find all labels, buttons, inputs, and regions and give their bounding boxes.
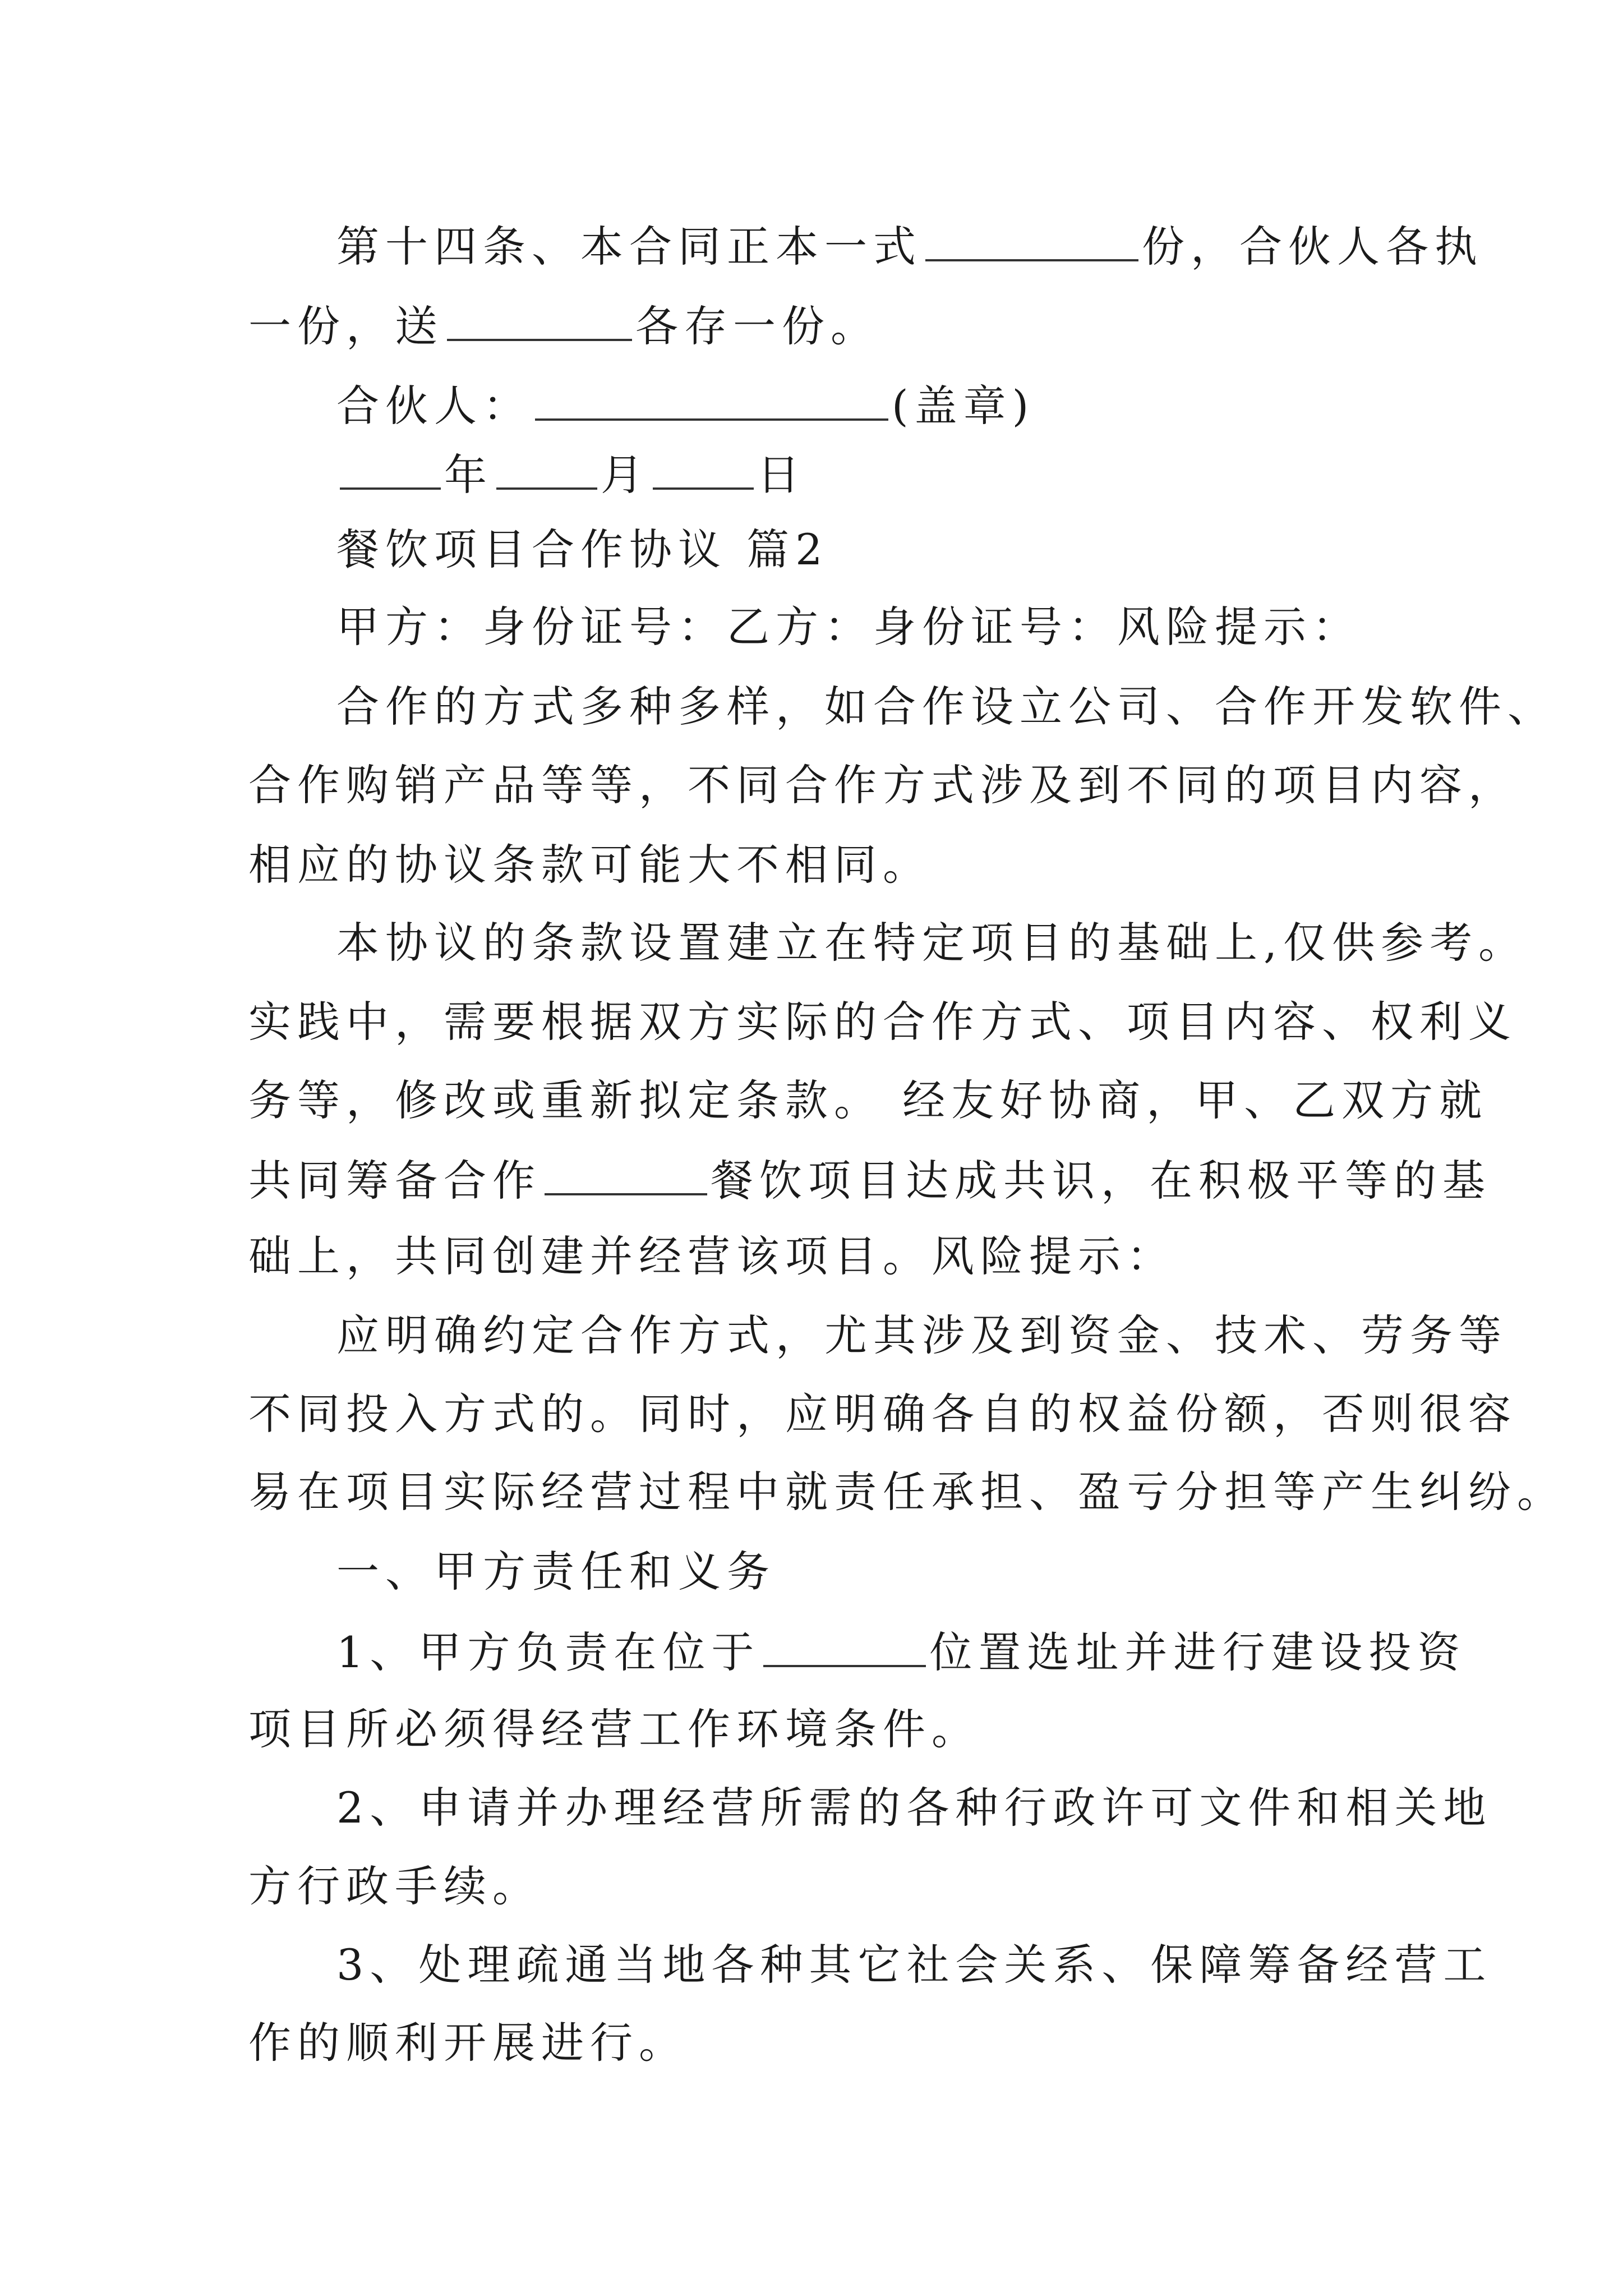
text-line [248,1230,1175,1283]
fill-in-blank [496,446,597,490]
text-span: 月 [601,450,649,500]
text-line [248,1703,980,1756]
text-span: 各存一份。 [635,301,879,351]
text-line [336,218,1483,272]
text-line [248,758,1517,812]
text-line [248,2016,688,2070]
text-line [248,1152,1491,1205]
text-span: 不同投入方式的。同时，应明确各自的权益份额，否则很容 [248,1389,1517,1439]
text-line [248,1860,541,1913]
section-heading [336,523,829,577]
text-span: 实践中，需要根据双方实际的合作方式、项目内容、权利义 [248,997,1517,1047]
text-span: 一、甲方责任和义务 [336,1547,776,1596]
text-line [336,1623,1466,1677]
text-line [336,600,1361,654]
text-span: 位置选址并进行建设投资 [929,1627,1467,1677]
text-span: 餐饮项目合作协议 篇2 [336,524,829,574]
text-span: 1、甲方负责在位于 [336,1627,760,1677]
text-span: 3、处理疏通当地各种其它社会关系、保障筹备经营工 [336,1940,1492,1990]
text-span: 份，合伙人各执 [1142,222,1483,272]
text-line [248,1387,1517,1441]
text-span: 2、申请并办理经营所需的各种行政许可文件和相关地 [336,1783,1492,1833]
fill-in-blank [653,446,754,490]
text-span: 项目所必须得经营工作环境条件。 [248,1704,980,1754]
text-line [336,1781,1492,1835]
text-span: 方行政手续。 [248,1861,541,1911]
text-span: 一份，送 [248,301,444,351]
text-span: 年 [444,450,493,500]
text-line [248,297,879,351]
fill-in-blank [447,297,632,341]
text-span: 务等，修改或重新拟定条款。 经友好协商，甲、乙双方就 [248,1075,1488,1125]
text-line [248,1465,1566,1519]
fill-in-blank [535,377,888,421]
text-line [336,1938,1492,1992]
text-span: 共同筹备合作 [248,1156,541,1205]
text-line [336,1545,776,1599]
text-span: 合作购销产品等等，不同合作方式涉及到不同的项目内容， [248,760,1517,810]
text-line [248,995,1517,1049]
text-span: 合作的方式多种多样，如合作设立公司、合作开发软件、 [336,682,1556,731]
text-span: 餐饮项目达成共识，在积极平等的基 [711,1156,1491,1205]
fill-in-blank [340,446,441,490]
text-span: 应明确约定合作方式，尤其涉及到资金、技术、劳务等 [336,1310,1507,1360]
text-span: 易在项目实际经营过程中就责任承担、盈亏分担等产生纠纷。 [248,1467,1566,1517]
text-span: (盖章) [892,381,1035,431]
text-line [248,838,932,892]
fill-in-blank [763,1623,926,1667]
text-line [248,1074,1488,1128]
fill-in-blank [925,218,1138,261]
text-line [336,446,806,500]
text-span: 甲方：身份证号：乙方：身份证号：风险提示： [336,602,1361,652]
fill-in-blank [545,1152,707,1195]
text-span: 相应的协议条款可能大不相同。 [248,840,932,890]
text-span: 第十四条、本合同正本一式 [336,222,922,272]
text-line [336,1309,1507,1363]
text-line [336,916,1527,970]
text-span: 合伙人： [336,381,532,431]
text-span: 日 [757,450,806,500]
text-span: 本协议的条款设置建立在特定项目的基础上,仅供参考。 [336,918,1528,968]
text-line [336,680,1556,734]
text-span: 作的顺利开展进行。 [248,2018,688,2068]
text-span: 础上，共同创建并经营该项目。风险提示： [248,1231,1175,1281]
text-line [336,377,1035,431]
